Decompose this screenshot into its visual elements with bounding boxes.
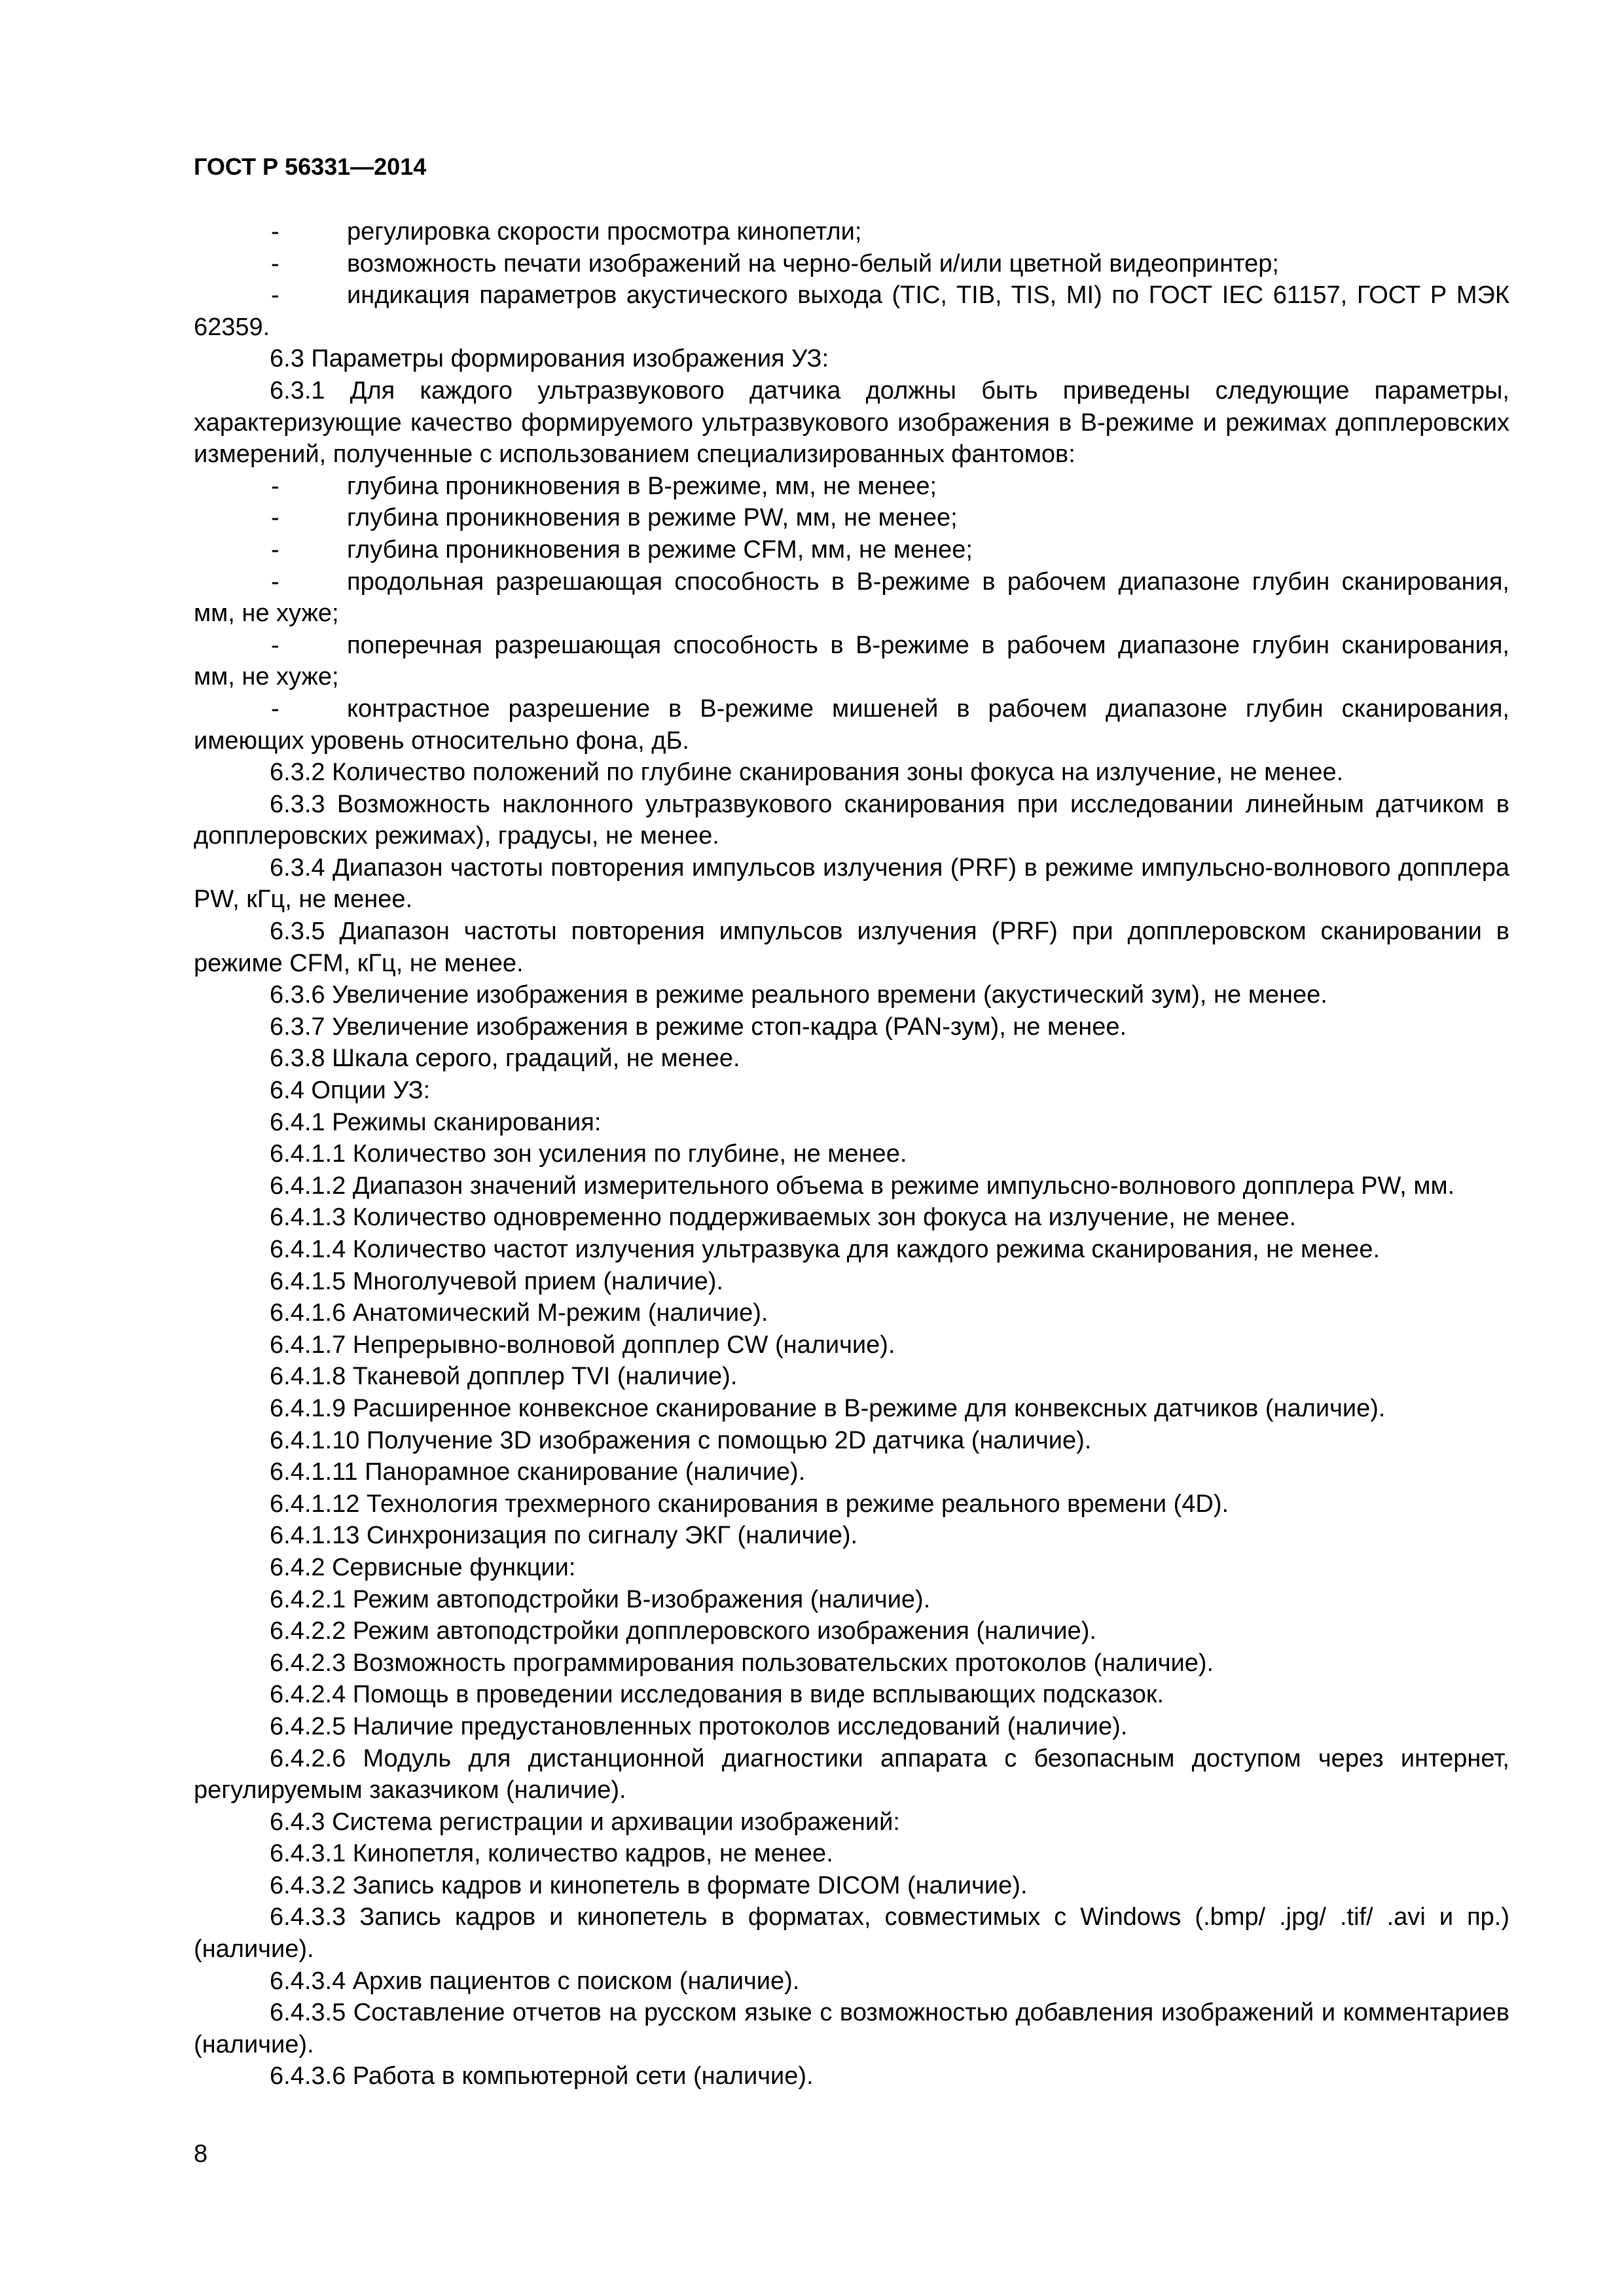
paragraph: [194, 1743, 1509, 1806]
paragraph: [194, 916, 1509, 979]
list-dash: -: [271, 249, 280, 278]
paragraph: [194, 1806, 1509, 1839]
paragraph: [194, 757, 1509, 789]
paragraph-text: 6.3.8 Шкала серого, градаций, не менее.: [270, 1045, 740, 1073]
paragraph: [194, 1965, 1509, 1998]
paragraph: [194, 1202, 1509, 1234]
paragraph-text: регулировка скорости просмотра кинопетли;: [347, 218, 862, 245]
paragraph-text: возможность печати изображений на черно-белый и/или цветной видеопринтер;: [347, 249, 1279, 278]
paragraph-text: 6.4.1.9 Расширенное конвексное сканирование в В-режиме для конвексных датчиков (наличие).: [270, 1394, 1386, 1422]
list-dash: -: [271, 694, 280, 723]
list-item: [194, 471, 1509, 503]
paragraph-text: 6.4.2.5 Наличие предустановленных протоколов исследований (наличие).: [270, 1712, 1128, 1740]
paragraph: [194, 1901, 1509, 1965]
list-item: [194, 566, 1509, 630]
paragraph: [194, 1488, 1509, 1520]
paragraph: [194, 375, 1509, 471]
paragraph-text: контрастное разрешение в В-режиме мишеней в рабочем диапазоне глубин сканирования, имеющих уровень относительно фона, дБ.: [194, 694, 1509, 755]
paragraph-text: продольная разрешающая способность в В-режиме в рабочем диапазоне глубин сканирования, мм, не хуже;: [194, 567, 1509, 628]
paragraph-text: 6.4.1.3 Количество одновременно поддерживаемых зон фокуса на излучение, не менее.: [270, 1204, 1297, 1232]
paragraph-text: 6.4.2.1 Режим автоподстройки В-изображения (наличие).: [270, 1585, 931, 1613]
page-number: 8: [194, 2140, 208, 2168]
paragraph: [194, 1870, 1509, 1902]
paragraph-text: 6.4.1.12 Технология трехмерного сканирования в режиме реального времени (4D).: [270, 1490, 1229, 1518]
list-dash: -: [271, 631, 280, 659]
paragraph: [194, 2060, 1509, 2092]
paragraph: [194, 789, 1509, 852]
paragraph-text: 6.3.7 Увеличение изображения в режиме стоп-кадра (PAN-зум), не менее.: [270, 1013, 1127, 1041]
paragraph-text: 6.4.1.4 Количество частот излучения ультразвука для каждого режима сканирования, не менее.: [270, 1236, 1380, 1263]
list-item: [194, 534, 1509, 566]
paragraph-text: 6.4.2.4 Помощь в проведении исследования в виде всплывающих подсказок.: [270, 1681, 1164, 1709]
paragraph-text: 6.4.1.7 Непрерывно-волновой допплер CW (наличие).: [270, 1331, 895, 1359]
paragraph-text: индикация параметров акустического выхода (TIC, TIB, TIS, MI) по ГОСТ IEC 61157, ГОСТ Р МЭК 62359.: [194, 281, 1509, 341]
paragraph-text: 6.4.3.2 Запись кадров и кинопетель в формате DICOM (наличие).: [270, 1871, 1028, 1899]
paragraph: [194, 1297, 1509, 1329]
paragraph-text: 6.4.1.5 Многолучевой прием (наличие).: [270, 1267, 723, 1295]
paragraph: [194, 343, 1509, 375]
paragraph: [194, 1170, 1509, 1202]
paragraph: [194, 1329, 1509, 1361]
paragraph-text: 6.4.3.6 Работа в компьютерной сети (наличие).: [270, 2062, 814, 2090]
paragraph: [194, 1425, 1509, 1457]
list-item: [194, 279, 1509, 343]
paragraph-text: 6.4.1.13 Синхронизация по сигналу ЭКГ (наличие).: [270, 1522, 858, 1550]
list-dash: -: [271, 218, 280, 245]
paragraph: [194, 1520, 1509, 1552]
list-dash: -: [271, 567, 280, 596]
list-dash: -: [271, 504, 280, 532]
list-item: [194, 693, 1509, 757]
paragraph-text: 6.4.1.8 Тканевой допплер TVI (наличие).: [270, 1363, 738, 1391]
paragraph-text: 6.3.5 Диапазон частоты повторения импульсов излучения (PRF) при допплеровском сканировании в режиме CFM, кГц, не менее.: [194, 918, 1509, 977]
paragraph-text: 6.4.3.1 Кинопетля, количество кадров, не менее.: [270, 1840, 833, 1868]
paragraph: [194, 1997, 1509, 2060]
paragraph-text: 6.3.3 Возможность наклонного ультразвукового сканирования при исследовании линейным датчиком в допплеровских режимах), градусы, не менее.: [194, 790, 1509, 850]
paragraph-text: 6.4.2.3 Возможность программирования пользовательских протоколов (наличие).: [270, 1649, 1214, 1677]
paragraph-text: 6.3 Параметры формирования изображения УЗ:: [270, 345, 829, 373]
paragraph: [194, 1011, 1509, 1043]
paragraph-text: глубина проникновения в В-режиме, мм, не менее;: [347, 472, 937, 500]
paragraph: [194, 1679, 1509, 1711]
paragraph-text: 6.4.1.11 Панорамное сканирование (наличие).: [270, 1458, 806, 1486]
paragraph: [194, 1456, 1509, 1488]
paragraph-text: поперечная разрешающая способность в В-режиме в рабочем диапазоне глубин сканирования, мм, не хуже;: [194, 631, 1509, 691]
list-dash: -: [271, 281, 280, 310]
paragraph-text: 6.4.1.2 Диапазон значений измерительного объема в режиме импульсно-волнового допплера PW, мм.: [270, 1172, 1455, 1200]
paragraph-text: 6.4.1.10 Получение 3D изображения с помощью 2D датчика (наличие).: [270, 1426, 1092, 1454]
document-body: [194, 216, 1509, 2092]
paragraph: [194, 1711, 1509, 1743]
list-dash: -: [271, 472, 280, 500]
paragraph: [194, 1838, 1509, 1870]
paragraph: [194, 1075, 1509, 1107]
paragraph-text: 6.4.2.2 Режим автоподстройки допплеровского изображения (наличие).: [270, 1617, 1096, 1645]
paragraph: [194, 852, 1509, 916]
paragraph-text: 6.4.3 Система регистрации и архивации изображений:: [270, 1808, 900, 1836]
paragraph: [194, 1647, 1509, 1679]
paragraph-text: 6.4.1.6 Анатомический М-режим (наличие).: [270, 1299, 768, 1327]
paragraph: [194, 1234, 1509, 1266]
paragraph-text: 6.4 Опции УЗ:: [270, 1077, 431, 1105]
paragraph: [194, 1615, 1509, 1647]
paragraph: [194, 1138, 1509, 1170]
paragraph-text: 6.3.4 Диапазон частоты повторения импульсов излучения (PRF) в режиме импульсно-волнового допплера PW, кГц, не менее.: [194, 853, 1509, 914]
document-header-code: ГОСТ Р 56331—2014: [194, 153, 427, 180]
paragraph: [194, 1266, 1509, 1298]
paragraph-text: глубина проникновения в режиме CFM, мм, не менее;: [347, 535, 973, 564]
paragraph-text: 6.3.6 Увеличение изображения в режиме реального времени (акустический зум), не менее.: [270, 981, 1327, 1009]
list-item: [194, 216, 1509, 248]
paragraph-text: 6.4.2.6 Модуль для дистанционной диагностики аппарата с безопасным доступом через интернет, регулируемым заказчиком (наличие).: [194, 1744, 1509, 1804]
list-item: [194, 248, 1509, 280]
list-dash: -: [271, 535, 280, 564]
paragraph-text: 6.4.1.1 Количество зон усиления по глубине, не менее.: [270, 1140, 907, 1168]
paragraph: [194, 1361, 1509, 1393]
paragraph: [194, 1393, 1509, 1425]
paragraph-text: 6.4.3.3 Запись кадров и кинопетель в форматах, совместимых с Windows (.bmp/ .jpg/ .tif/ .avi и пр.) (наличие).: [194, 1903, 1509, 1964]
paragraph: [194, 1584, 1509, 1616]
paragraph-text: 6.4.1 Режимы сканирования:: [270, 1108, 602, 1136]
list-item: [194, 630, 1509, 693]
paragraph: [194, 1552, 1509, 1584]
paragraph-text: 6.3.1 Для каждого ультразвукового датчика должны быть приведены следующие параметры, характеризующие качество формируемого ультразвукового изображения в В-режиме и режимах допплеровских измерений, полученные с использованием специализированных фантомов:: [194, 376, 1509, 469]
paragraph: [194, 979, 1509, 1011]
paragraph: [194, 1043, 1509, 1075]
paragraph-text: глубина проникновения в режиме PW, мм, не менее;: [347, 504, 958, 532]
paragraph-text: 6.3.2 Количество положений по глубине сканирования зоны фокуса на излучение, не менее.: [270, 759, 1344, 787]
list-item: [194, 502, 1509, 534]
paragraph: [194, 1107, 1509, 1139]
paragraph-text: 6.4.3.5 Составление отчетов на русском языке с возможностью добавления изображений и комментариев (наличие).: [194, 1999, 1509, 2058]
paragraph-text: 6.4.2 Сервисные функции:: [270, 1553, 576, 1581]
paragraph-text: 6.4.3.4 Архив пациентов с поиском (наличие).: [270, 1967, 800, 1995]
